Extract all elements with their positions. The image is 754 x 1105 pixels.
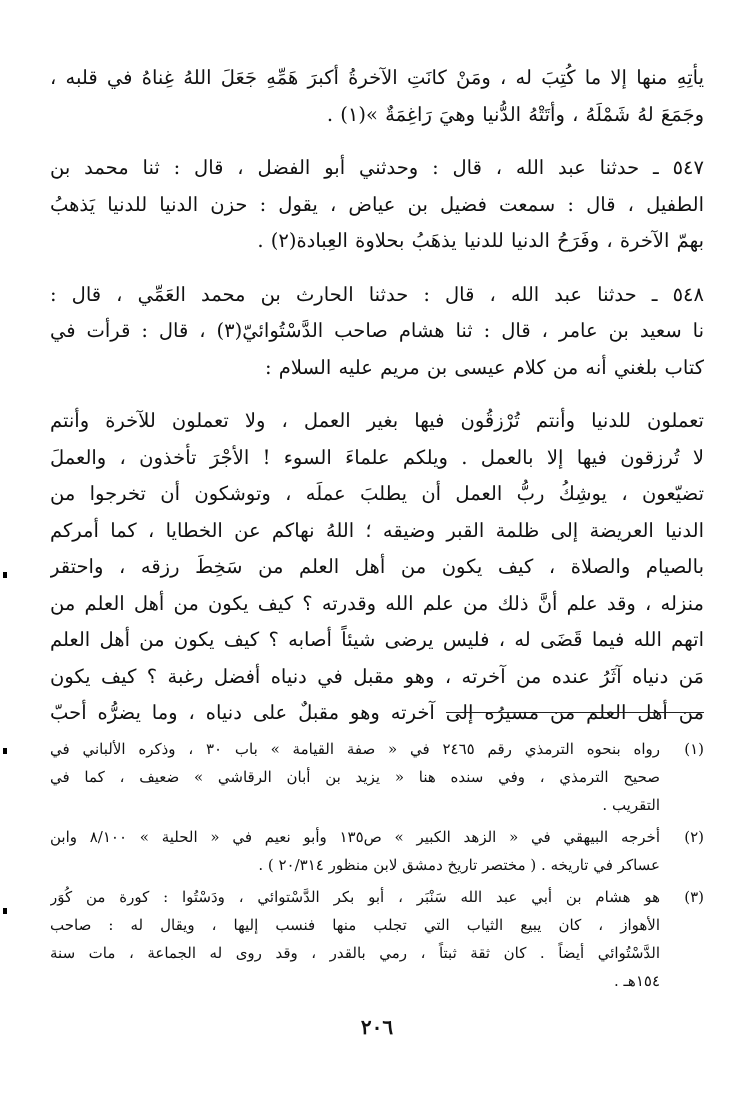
text-line: الدنيا العريضة إلى ظلمة القبر وضيقه ؛ اللهُ نهاكم عن الخطايا ، كما أمركم (50, 518, 704, 542)
text-line: كتاب بلغني أنه من كلام عيسى بن مريم عليه السلام : (265, 355, 704, 379)
paragraph-547 (50, 150, 704, 260)
footnote-1 (50, 735, 704, 819)
text-line: لا تُرزقون فيها إلا بالعمل . ويلكم علماءَ السوء ! الأجْرَ تأخذون ، والعملَ (50, 445, 704, 469)
footnote-text (50, 883, 660, 995)
text-line: بهمّ الآخرة ، وفَرَحُ الدنيا للدنيا يذهَبُ بحلاوة العِبادة(٢) . (257, 229, 704, 252)
footnote-text (50, 735, 660, 819)
text-line: تعملون للدنيا وأنتم تُرْزقُون فيها بغير العمل ، ولا تعملون للآخرة وأنتم (50, 409, 704, 432)
text-line: رواه بنحوه الترمذي رقم ٢٤٦٥ في « صفة القيامة » باب ٣٠ ، وذكره الألباني في (50, 740, 660, 758)
scan-edge-mark (3, 748, 7, 754)
page-number: ٢٠٦ (360, 1015, 394, 1039)
text-line: الأهواز ، كان يبيع الثياب التي تجلب منها فنسب إليها ، ويقال له : صاحب (50, 916, 660, 934)
footnote-separator (446, 712, 704, 713)
text-line: التقريب . (602, 796, 660, 814)
scan-edge-mark (3, 572, 7, 578)
text-line: بالصيام والصلاة ، كيف يكون من أهل العلم من سَخِطَ رزقه ، واحتقر (50, 555, 704, 578)
text-line: اتهم الله فيما قَضَى له ، فليس يرضى شيئاً أصابه ؟ كيف يكون من أهل العلم (50, 628, 704, 651)
text-line: من أهل العلم من مسيرُه إلى آخرته وهو مقبلٌ على دنياه ، وما يضرُّه أحبّ (50, 701, 704, 724)
text-line: يأتِهِ منها إلا ما كُتِبَ له ، ومَنْ كانَتِ الآخرةُ أكبرَ هَمِّهِ جَعَلَ اللهُ غِناهُ في قلبه ، (50, 66, 704, 89)
text-line: مَن دنياه آثَرُ عنده من آخرته ، وهو مقبل في دنياه أفضل رغبة ؟ كيف يكون (50, 664, 704, 688)
paragraph-548 (50, 277, 704, 387)
text-line: صحيح الترمذي ، وفي سنده هنا « يزيد بن أبان الرقاشي » ضعيف ، كما في (50, 768, 660, 786)
footnote-number: (٢) (684, 828, 704, 846)
text-line: ١٥٤هـ . (613, 972, 660, 990)
text-line: تضيّعون ، يوشِكُ ربُّ العمل أن يطلبَ عملَه ، وتوشكون أن تخرجوا من (50, 482, 704, 505)
scan-edge-mark (3, 908, 7, 914)
main-text (50, 60, 704, 749)
text-line: الطفيل ، قال : سمعت فضيل بن عياض ، يقول : حزن الدنيا للدنيا يَذهبُ (50, 192, 704, 216)
footnote-text (50, 823, 660, 879)
footnote-2 (50, 823, 704, 879)
text-line: وجَمَعَ لهُ شَمْلَهُ ، وأتَتْهُ الدُّنيا وهيَ رَاغِمَةٌ »(١) . (326, 102, 704, 126)
text-line: ٥٤٧ ـ حدثنا عبد الله ، قال : وحدثني أبو الفضل ، قال : ثنا محمد بن (50, 156, 704, 179)
text-line: الدَّسْتُوائي أيضاً . كان ثقة ثبتاً ، رمي بالقدر ، وقد روى له الجماعة ، مات سنة (50, 944, 660, 962)
paragraph-continuation (50, 60, 704, 133)
footnotes (50, 735, 704, 999)
text-line: عساكر في تاريخه . ( مختصر تاريخ دمشق لابن منظور ٢٠/٣١٤ ) . (258, 856, 660, 874)
text-line: هو هشام بن أبي عبد الله سَنْبَر ، أبو بكر الدَّسْتوائي ، ودَسْتُوا : كورة من كُوَر (50, 888, 660, 906)
text-line: منزله ، وقد علم أنَّ ذلك من علم الله وقدرته ؟ كيف يكون من أهل العلم من (50, 591, 704, 615)
text-line: نا سعيد بن عامر ، قال : ثنا هشام صاحب الدَّسْتُوائيّ(٣) ، قال : قرأت في (50, 319, 704, 342)
footnote-number: (٣) (684, 888, 704, 906)
text-line: ٥٤٨ ـ حدثنا عبد الله ، قال : حدثنا الحارث بن محمد العَمِّي ، قال : (50, 282, 704, 306)
text-line: أخرجه البيهقي في « الزهد الكبير » ص١٣٥ وأبو نعيم في « الحلية » ٨/١٠٠ وابن (50, 828, 660, 846)
footnote-number: (١) (684, 740, 704, 758)
footnote-3 (50, 883, 704, 995)
paragraph-quote (50, 403, 704, 732)
